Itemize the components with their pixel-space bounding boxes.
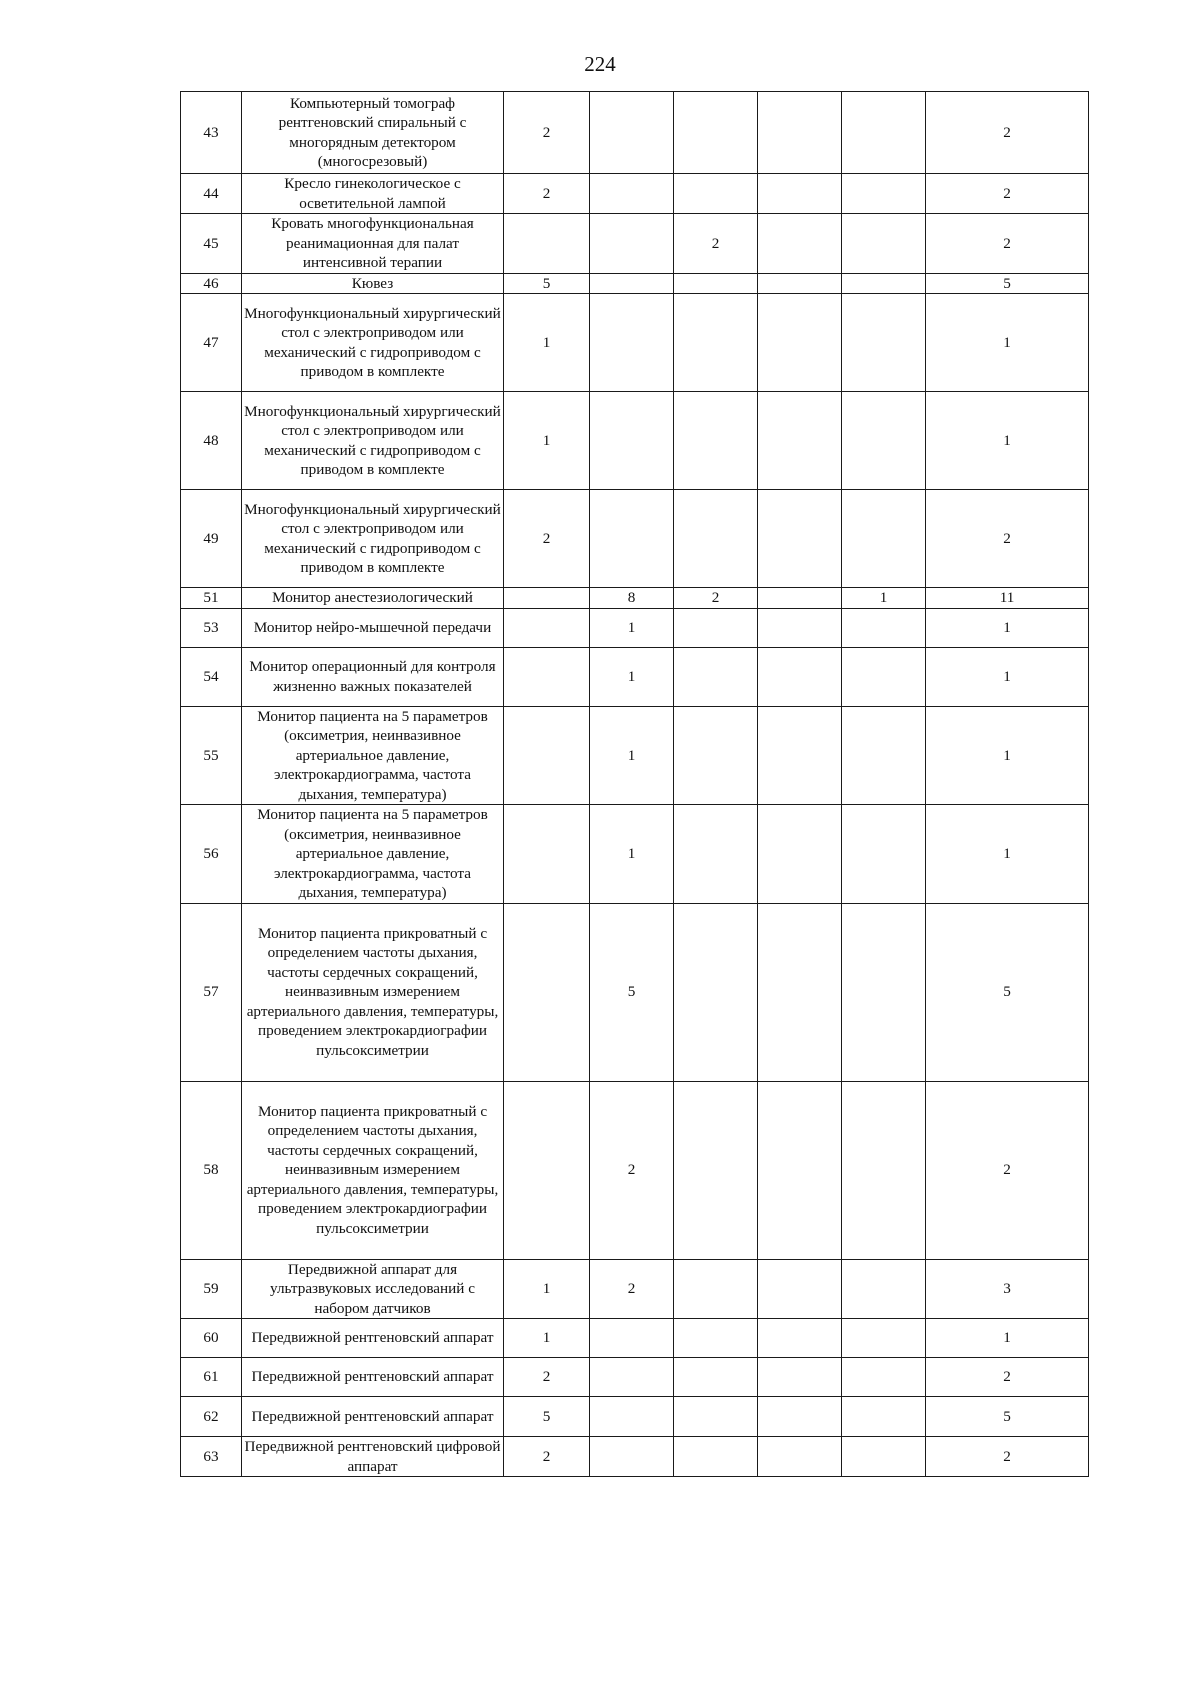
quantity-col-1: 2 — [504, 174, 590, 214]
equipment-name: Монитор пациента прикроватный с определением частоты дыхания, частоты сердечных сокращений, неинвазивным измерением артериального давления, температуры, проведением электрокардиографии пульсоксиметрии — [242, 1081, 504, 1259]
total-quantity: 5 — [926, 273, 1089, 294]
total-quantity: 1 — [926, 805, 1089, 904]
quantity-col-5 — [842, 214, 926, 274]
total-quantity: 2 — [926, 174, 1089, 214]
page-number: 224 — [584, 52, 616, 76]
quantity-col-3 — [674, 1397, 758, 1437]
row-number: 55 — [181, 706, 242, 805]
quantity-col-1: 1 — [504, 1259, 590, 1319]
quantity-col-1 — [504, 805, 590, 904]
quantity-col-5 — [842, 903, 926, 1081]
quantity-col-5 — [842, 1259, 926, 1319]
quantity-col-3 — [674, 647, 758, 706]
quantity-col-3: 2 — [674, 588, 758, 609]
quantity-col-5 — [842, 1437, 926, 1477]
quantity-col-3 — [674, 294, 758, 392]
quantity-col-4 — [758, 392, 842, 490]
table-row — [181, 214, 1089, 274]
equipment-name: Монитор пациента прикроватный с определением частоты дыхания, частоты сердечных сокращений, неинвазивным измерением артериального давления, температуры, проведением электрокардиографии пульсоксиметрии — [242, 903, 504, 1081]
total-quantity: 1 — [926, 294, 1089, 392]
quantity-col-5 — [842, 92, 926, 174]
total-quantity: 3 — [926, 1259, 1089, 1319]
quantity-col-4 — [758, 608, 842, 647]
table-row — [181, 706, 1089, 805]
quantity-col-3 — [674, 1437, 758, 1477]
equipment-name: Передвижной рентгеновский аппарат — [242, 1358, 504, 1397]
total-quantity: 1 — [926, 647, 1089, 706]
quantity-col-2: 1 — [590, 805, 674, 904]
total-quantity: 2 — [926, 490, 1089, 588]
row-number: 63 — [181, 1437, 242, 1477]
quantity-col-4 — [758, 588, 842, 609]
row-number: 46 — [181, 273, 242, 294]
row-number: 57 — [181, 903, 242, 1081]
quantity-col-2: 1 — [590, 608, 674, 647]
quantity-col-5 — [842, 273, 926, 294]
table-body — [181, 92, 1089, 1477]
quantity-col-2: 8 — [590, 588, 674, 609]
quantity-col-4 — [758, 706, 842, 805]
quantity-col-1 — [504, 903, 590, 1081]
quantity-col-1: 2 — [504, 1437, 590, 1477]
total-quantity: 5 — [926, 903, 1089, 1081]
quantity-col-1: 1 — [504, 1319, 590, 1358]
quantity-col-2 — [590, 214, 674, 274]
total-quantity: 1 — [926, 1319, 1089, 1358]
quantity-col-2: 5 — [590, 903, 674, 1081]
table-row — [181, 1259, 1089, 1319]
equipment-name: Передвижной рентгеновский аппарат — [242, 1319, 504, 1358]
quantity-col-2 — [590, 1397, 674, 1437]
quantity-col-3 — [674, 1259, 758, 1319]
quantity-col-4 — [758, 214, 842, 274]
quantity-col-2 — [590, 174, 674, 214]
quantity-col-5 — [842, 706, 926, 805]
table-row — [181, 608, 1089, 647]
equipment-name: Монитор анестезиологический — [242, 588, 504, 609]
quantity-col-4 — [758, 1259, 842, 1319]
table-row — [181, 1437, 1089, 1477]
row-number: 49 — [181, 490, 242, 588]
quantity-col-1 — [504, 706, 590, 805]
row-number: 59 — [181, 1259, 242, 1319]
quantity-col-4 — [758, 1437, 842, 1477]
quantity-col-4 — [758, 273, 842, 294]
quantity-col-2 — [590, 294, 674, 392]
table-row — [181, 294, 1089, 392]
quantity-col-3 — [674, 273, 758, 294]
total-quantity: 1 — [926, 608, 1089, 647]
row-number: 43 — [181, 92, 242, 174]
quantity-col-1: 1 — [504, 392, 590, 490]
quantity-col-3 — [674, 92, 758, 174]
quantity-col-3 — [674, 490, 758, 588]
quantity-col-1: 5 — [504, 273, 590, 294]
equipment-name: Передвижной рентгеновский цифровой аппарат — [242, 1437, 504, 1477]
quantity-col-1: 5 — [504, 1397, 590, 1437]
quantity-col-5: 1 — [842, 588, 926, 609]
quantity-col-2 — [590, 1437, 674, 1477]
quantity-col-4 — [758, 805, 842, 904]
equipment-name: Многофункциональный хирургический стол с электроприводом или механический с гидроприводом с приводом в комплекте — [242, 294, 504, 392]
quantity-col-2 — [590, 92, 674, 174]
table-row — [181, 1358, 1089, 1397]
quantity-col-3 — [674, 706, 758, 805]
quantity-col-4 — [758, 92, 842, 174]
row-number: 61 — [181, 1358, 242, 1397]
total-quantity: 2 — [926, 1081, 1089, 1259]
quantity-col-3 — [674, 174, 758, 214]
quantity-col-5 — [842, 1358, 926, 1397]
equipment-name: Многофункциональный хирургический стол с электроприводом или механический с гидроприводом с приводом в комплекте — [242, 392, 504, 490]
total-quantity: 5 — [926, 1397, 1089, 1437]
row-number: 51 — [181, 588, 242, 609]
total-quantity: 1 — [926, 706, 1089, 805]
equipment-name: Передвижной рентгеновский аппарат — [242, 1397, 504, 1437]
quantity-col-2 — [590, 392, 674, 490]
quantity-col-3 — [674, 903, 758, 1081]
quantity-col-4 — [758, 294, 842, 392]
quantity-col-5 — [842, 174, 926, 214]
quantity-col-3 — [674, 608, 758, 647]
row-number: 60 — [181, 1319, 242, 1358]
table-row — [181, 647, 1089, 706]
row-number: 56 — [181, 805, 242, 904]
total-quantity: 2 — [926, 214, 1089, 274]
quantity-col-1 — [504, 214, 590, 274]
quantity-col-5 — [842, 490, 926, 588]
row-number: 47 — [181, 294, 242, 392]
row-number: 44 — [181, 174, 242, 214]
quantity-col-2: 1 — [590, 706, 674, 805]
equipment-name: Монитор пациента на 5 параметров (оксиметрия, неинвазивное артериальное давление, электрокардиограмма, частота дыхания, температура) — [242, 805, 504, 904]
table-row — [181, 1397, 1089, 1437]
quantity-col-4 — [758, 1358, 842, 1397]
quantity-col-3 — [674, 1319, 758, 1358]
quantity-col-2 — [590, 1358, 674, 1397]
quantity-col-4 — [758, 1319, 842, 1358]
table-row — [181, 1319, 1089, 1358]
quantity-col-4 — [758, 647, 842, 706]
total-quantity: 2 — [926, 92, 1089, 174]
row-number: 45 — [181, 214, 242, 274]
row-number: 58 — [181, 1081, 242, 1259]
quantity-col-1: 2 — [504, 490, 590, 588]
table-row — [181, 588, 1089, 609]
table-row — [181, 392, 1089, 490]
quantity-col-4 — [758, 174, 842, 214]
quantity-col-2 — [590, 1319, 674, 1358]
quantity-col-5 — [842, 1397, 926, 1437]
equipment-table — [180, 91, 1089, 1477]
quantity-col-1: 2 — [504, 92, 590, 174]
quantity-col-1 — [504, 588, 590, 609]
equipment-name: Кресло гинекологическое с осветительной лампой — [242, 174, 504, 214]
quantity-col-5 — [842, 608, 926, 647]
table-row — [181, 273, 1089, 294]
total-quantity: 2 — [926, 1437, 1089, 1477]
quantity-col-5 — [842, 1081, 926, 1259]
row-number: 62 — [181, 1397, 242, 1437]
equipment-name: Монитор операционный для контроля жизненно важных показателей — [242, 647, 504, 706]
quantity-col-2 — [590, 490, 674, 588]
quantity-col-1: 2 — [504, 1358, 590, 1397]
quantity-col-2: 2 — [590, 1081, 674, 1259]
row-number: 54 — [181, 647, 242, 706]
quantity-col-3: 2 — [674, 214, 758, 274]
equipment-name: Компьютерный томограф рентгеновский спиральный с многорядным детектором (многосрезовый) — [242, 92, 504, 174]
equipment-name: Монитор нейро-мышечной передачи — [242, 608, 504, 647]
equipment-name: Передвижной аппарат для ультразвуковых исследований с набором датчиков — [242, 1259, 504, 1319]
table-row — [181, 805, 1089, 904]
quantity-col-1 — [504, 647, 590, 706]
quantity-col-3 — [674, 805, 758, 904]
quantity-col-3 — [674, 1081, 758, 1259]
total-quantity: 2 — [926, 1358, 1089, 1397]
quantity-col-1 — [504, 1081, 590, 1259]
table-row — [181, 92, 1089, 174]
equipment-name: Многофункциональный хирургический стол с электроприводом или механический с гидроприводом с приводом в комплекте — [242, 490, 504, 588]
row-number: 48 — [181, 392, 242, 490]
quantity-col-5 — [842, 647, 926, 706]
quantity-col-1 — [504, 608, 590, 647]
quantity-col-2: 1 — [590, 647, 674, 706]
quantity-col-5 — [842, 1319, 926, 1358]
quantity-col-4 — [758, 903, 842, 1081]
quantity-col-2: 2 — [590, 1259, 674, 1319]
quantity-col-5 — [842, 392, 926, 490]
quantity-col-5 — [842, 294, 926, 392]
quantity-col-4 — [758, 490, 842, 588]
row-number: 53 — [181, 608, 242, 647]
table-row — [181, 490, 1089, 588]
quantity-col-2 — [590, 273, 674, 294]
total-quantity: 1 — [926, 392, 1089, 490]
total-quantity: 11 — [926, 588, 1089, 609]
table-row — [181, 174, 1089, 214]
equipment-name: Монитор пациента на 5 параметров (оксиметрия, неинвазивное артериальное давление, электрокардиограмма, частота дыхания, температура) — [242, 706, 504, 805]
table-row — [181, 1081, 1089, 1259]
quantity-col-3 — [674, 392, 758, 490]
quantity-col-5 — [842, 805, 926, 904]
quantity-col-4 — [758, 1397, 842, 1437]
quantity-col-4 — [758, 1081, 842, 1259]
quantity-col-1: 1 — [504, 294, 590, 392]
equipment-name: Кювез — [242, 273, 504, 294]
quantity-col-3 — [674, 1358, 758, 1397]
equipment-name: Кровать многофункциональная реанимационная для палат интенсивной терапии — [242, 214, 504, 274]
table-row — [181, 903, 1089, 1081]
